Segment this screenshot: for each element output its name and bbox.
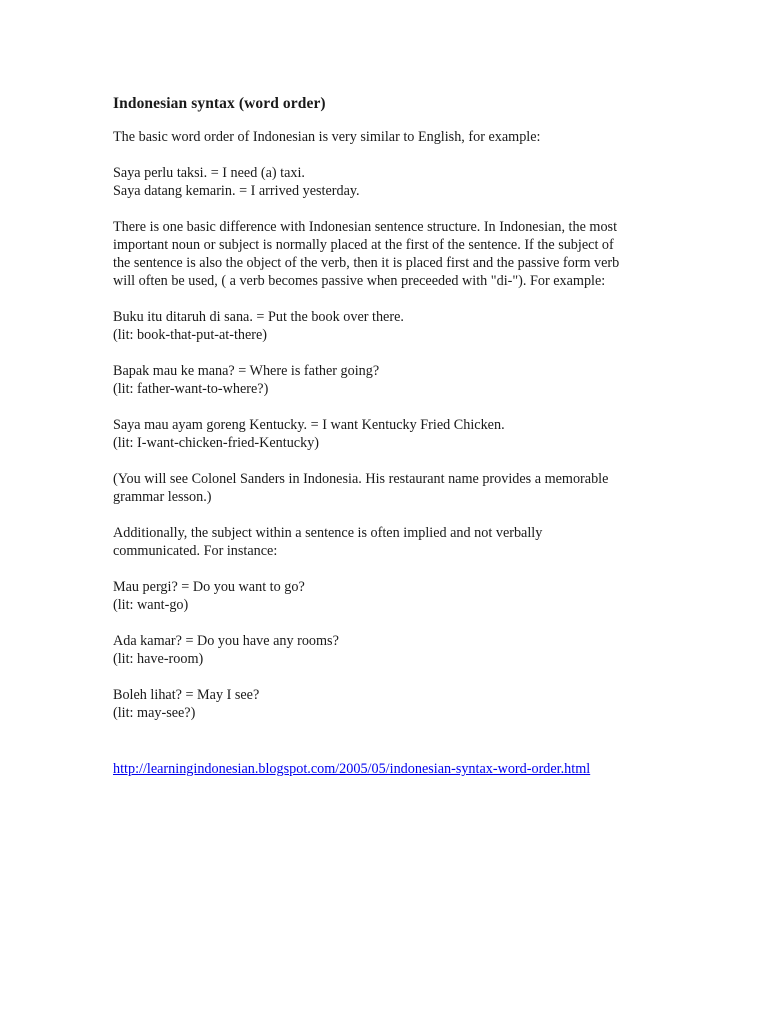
example-sentence: Bapak mau ke mana? = Where is father going? bbox=[113, 363, 380, 379]
example-literal: (lit: have-room) bbox=[113, 651, 204, 667]
example-ayam bbox=[113, 416, 673, 452]
implied-paragraph bbox=[113, 524, 673, 560]
example-pergi bbox=[113, 578, 673, 614]
intro-line: The basic word order of Indonesian is very similar to English, for example: bbox=[113, 129, 541, 145]
difference-paragraph bbox=[113, 218, 673, 290]
document-title: Indonesian syntax (word order) bbox=[113, 95, 326, 112]
example-bapak bbox=[113, 362, 673, 398]
example-literal: (lit: may-see?) bbox=[113, 705, 196, 721]
paragraph-line: important noun or subject is normally placed at the first of the sentence. If the subject of bbox=[113, 237, 614, 253]
example-kamar bbox=[113, 632, 673, 668]
example-buku bbox=[113, 308, 673, 344]
document-content bbox=[113, 94, 673, 778]
example-line: Saya perlu taksi. = I need (a) taxi. bbox=[113, 165, 305, 181]
example-boleh bbox=[113, 686, 673, 722]
paragraph-line: There is one basic difference with Indonesian sentence structure. In Indonesian, the most bbox=[113, 219, 618, 235]
example-literal: (lit: father-want-to-where?) bbox=[113, 381, 269, 397]
intro-paragraph bbox=[113, 128, 673, 146]
paragraph-line: communicated. For instance: bbox=[113, 543, 278, 559]
paragraph-line: Additionally, the subject within a sentence is often implied and not verbally bbox=[113, 525, 543, 541]
source-link[interactable]: http://learningindonesian.blogspot.com/2005/05/indonesian-syntax-word-order.html bbox=[113, 761, 591, 777]
example-literal: (lit: want-go) bbox=[113, 597, 189, 613]
examples-basic bbox=[113, 164, 673, 200]
example-sentence: Ada kamar? = Do you have any rooms? bbox=[113, 633, 339, 649]
example-sentence: Buku itu ditaruh di sana. = Put the book over there. bbox=[113, 309, 404, 325]
example-sentence: Saya mau ayam goreng Kentucky. = I want Kentucky Fried Chicken. bbox=[113, 417, 505, 433]
paragraph-line: the sentence is also the object of the verb, then it is placed first and the passive form verb bbox=[113, 255, 620, 271]
example-sentence: Mau pergi? = Do you want to go? bbox=[113, 579, 305, 595]
colonel-paragraph bbox=[113, 470, 673, 506]
example-line: Saya datang kemarin. = I arrived yesterday. bbox=[113, 183, 360, 199]
paragraph-line: will often be used, ( a verb becomes passive when preceeded with "di-"). For example: bbox=[113, 273, 606, 289]
example-literal: (lit: I-want-chicken-fried-Kentucky) bbox=[113, 435, 320, 451]
example-sentence: Boleh lihat? = May I see? bbox=[113, 687, 260, 703]
example-literal: (lit: book-that-put-at-there) bbox=[113, 327, 268, 343]
paragraph-line: (You will see Colonel Sanders in Indonesia. His restaurant name provides a memorable bbox=[113, 471, 609, 487]
paragraph-line: grammar lesson.) bbox=[113, 489, 212, 505]
